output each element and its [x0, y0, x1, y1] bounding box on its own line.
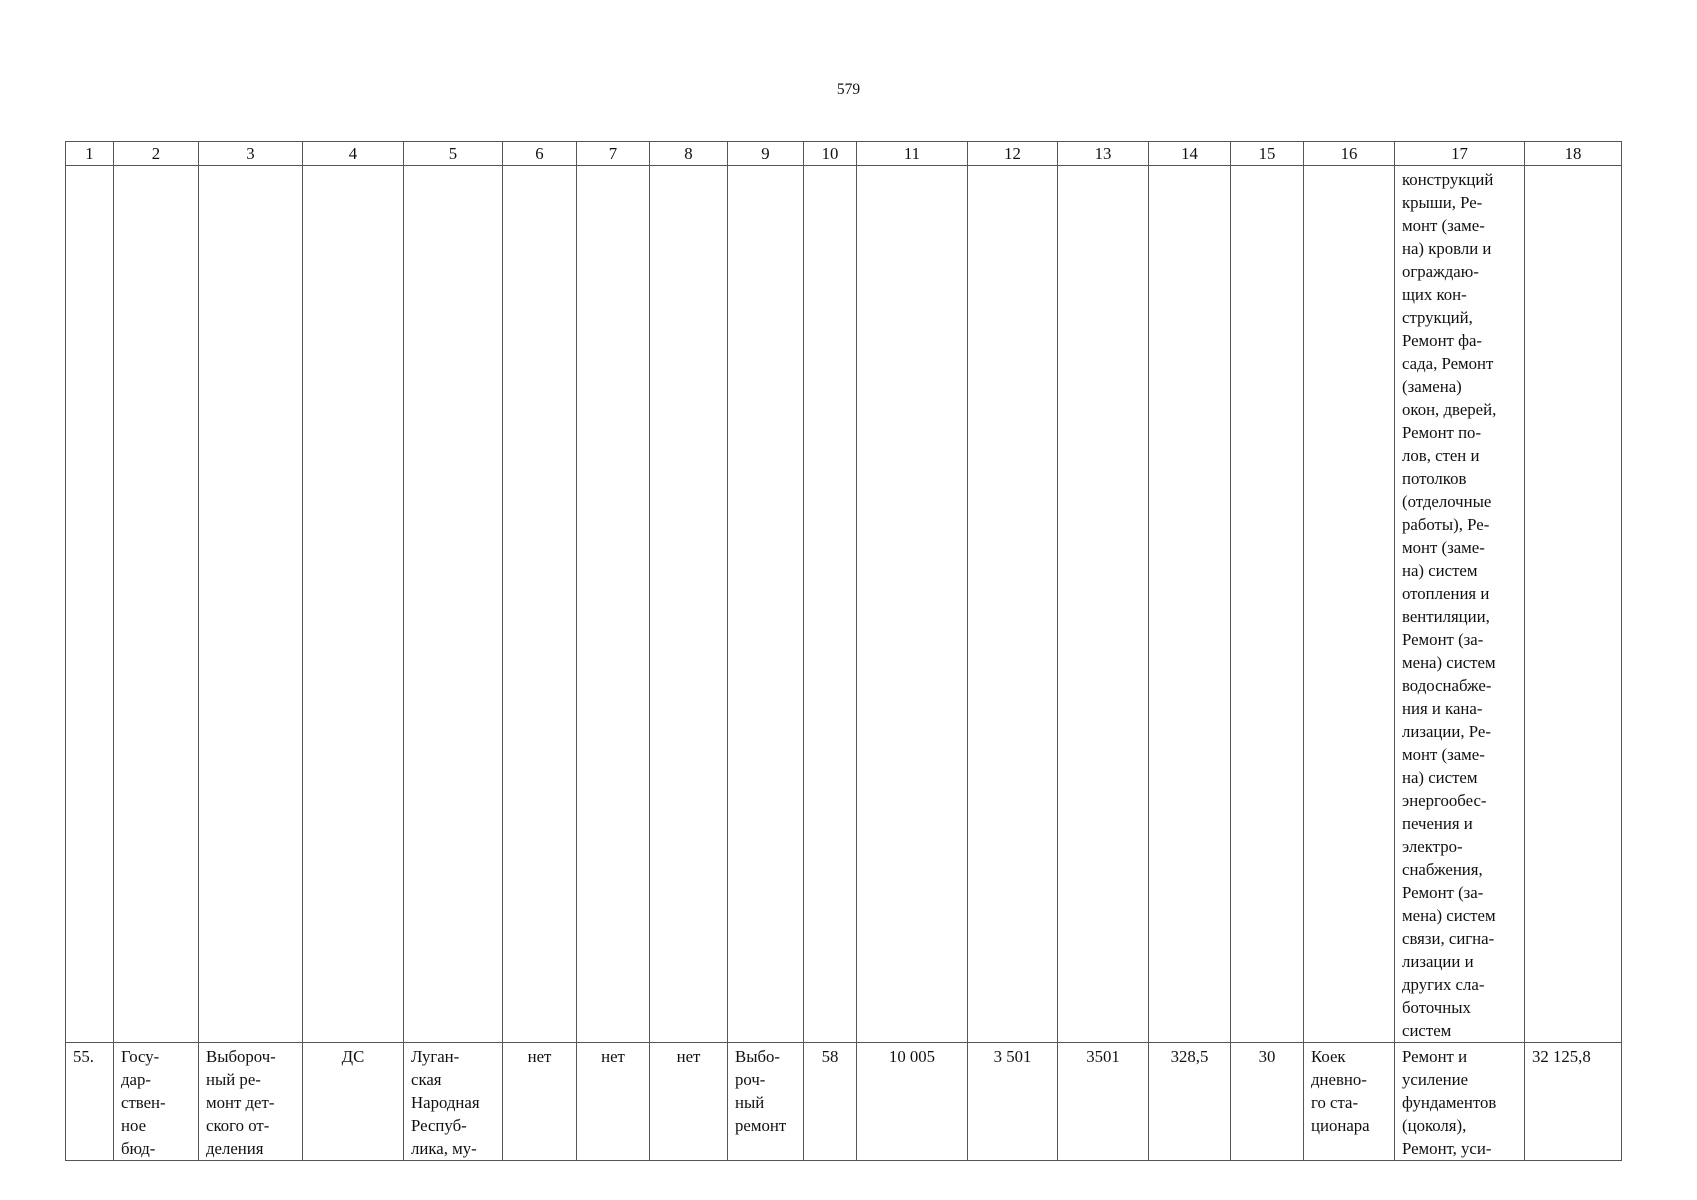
column-header: 7: [577, 142, 650, 166]
table-cell: [66, 166, 114, 1043]
table-row: [66, 1043, 1622, 1161]
column-header: 10: [804, 142, 857, 166]
address-cell: Луган- ская Народная Респуб- лика, му-: [404, 1043, 503, 1161]
table-cell: [1231, 166, 1304, 1043]
column-header: 9: [728, 142, 804, 166]
table-cell: [1058, 166, 1149, 1043]
table-cell: 30: [1231, 1043, 1304, 1161]
column-header: 4: [303, 142, 404, 166]
table-cell: 10 005: [857, 1043, 968, 1161]
table-cell: ДС: [303, 1043, 404, 1161]
table-cell: [857, 166, 968, 1043]
column-header: 15: [1231, 142, 1304, 166]
table-cell: 3 501: [968, 1043, 1058, 1161]
column-header: 16: [1304, 142, 1395, 166]
capacity-unit-cell: Коек дневно- го ста- ционара: [1304, 1043, 1395, 1161]
column-header: 13: [1058, 142, 1149, 166]
column-header: 12: [968, 142, 1058, 166]
organization-cell: Госу- дар- ствен- ное бюд-: [114, 1043, 199, 1161]
table-cell: [728, 166, 804, 1043]
data-table: [65, 141, 1622, 1161]
repair-works-cell: Ремонт и усиление фундаментов (цоколя), Ремонт, уси-: [1395, 1043, 1525, 1161]
page-number: 579: [836, 81, 861, 98]
table-cell: нет: [650, 1043, 728, 1161]
column-header: 18: [1525, 142, 1622, 166]
table-cell: [1149, 166, 1231, 1043]
table-cell: нет: [503, 1043, 577, 1161]
table-cell: 3501: [1058, 1043, 1149, 1161]
header-row: [66, 142, 1622, 166]
table-cell: [303, 166, 404, 1043]
table-cell: [404, 166, 503, 1043]
column-header: 17: [1395, 142, 1525, 166]
table-cell: [804, 166, 857, 1043]
table-cell: нет: [577, 1043, 650, 1161]
column-header: 5: [404, 142, 503, 166]
column-header: 11: [857, 142, 968, 166]
table-cell: [503, 166, 577, 1043]
column-header: 1: [66, 142, 114, 166]
column-header: 2: [114, 142, 199, 166]
column-header: 3: [199, 142, 303, 166]
cost-cell: 32 125,8: [1525, 1043, 1622, 1161]
table-cell: [199, 166, 303, 1043]
row-number-cell: 55.: [66, 1043, 114, 1161]
table-cell: [968, 166, 1058, 1043]
table-cell: 58: [804, 1043, 857, 1161]
column-header: 14: [1149, 142, 1231, 166]
table-cell: [577, 166, 650, 1043]
table-cell: [1525, 166, 1622, 1043]
table-cell: [114, 166, 199, 1043]
column-header: 6: [503, 142, 577, 166]
repair-type-cell: Выбо- роч- ный ремонт: [728, 1043, 804, 1161]
object-name-cell: Выбороч- ный ре- монт дет- ского от- деления: [199, 1043, 303, 1161]
repair-works-cell: конструкций крыши, Ре- монт (заме- на) кровли и ограждаю- щих кон- струкций, Ремонт фа- сада, Ремонт (замена) окон, дверей, Ремонт по- лов, стен и потолков (отделочные работы), Ре- монт (заме- на) систем отопления и вентиляции, Ремонт (за- мена) систем водоснабже- ния и кана- лизации, Ре- монт (заме- на) систем энергообес- печения и электро- снабжения, Ремонт (за- мена) систем связи, сигна- лизации и других сла- боточных систем: [1395, 166, 1525, 1043]
table-row: [66, 166, 1622, 1043]
column-header: 8: [650, 142, 728, 166]
table-cell: [1304, 166, 1395, 1043]
table-cell: 328,5: [1149, 1043, 1231, 1161]
table-cell: [650, 166, 728, 1043]
